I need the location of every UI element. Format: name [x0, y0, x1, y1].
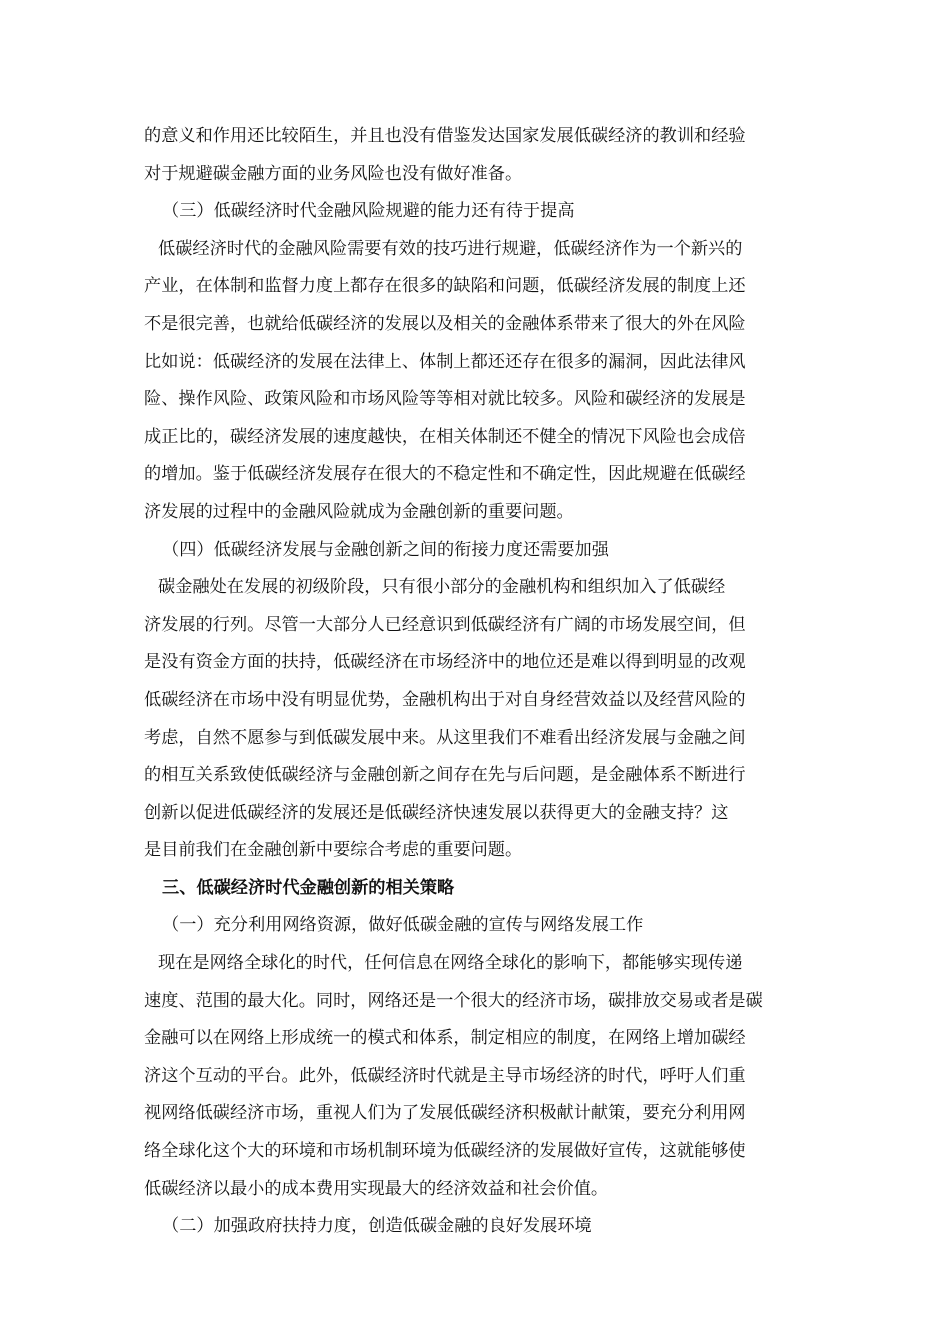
document-page: [144, 118, 812, 1246]
subheading: [144, 532, 812, 570]
text-line: 视网络低碳经济市场，重视人们为了发展低碳经济积极献计献策，要充分利用网: [144, 1103, 746, 1124]
text-line: 考虑，自然不愿参与到低碳发展中来。从这里我们不难看出经济发展与金融之间: [144, 727, 746, 748]
text-line: 络全球化这个大的环境和市场机制环境为低碳经济的发展做好宣传，这就能够使: [144, 1141, 746, 1162]
paragraph: [144, 945, 812, 1208]
text-line: 不是很完善，也就给低碳经济的发展以及相关的金融体系带来了很大的外在风险: [144, 313, 746, 334]
paragraph: [144, 569, 812, 870]
text-line: 的增加。鉴于低碳经济发展存在很大的不稳定性和不确定性，因此规避在低碳经: [144, 464, 746, 485]
text-line: 低碳经济以最小的成本费用实现最大的经济效益和社会价值。: [144, 1178, 609, 1199]
paragraph: [144, 231, 812, 532]
text-line: 济发展的行列。尽管一大部分人已经意识到低碳经济有广阔的市场发展空间，但: [144, 614, 746, 635]
subheading: [144, 907, 812, 945]
text-line: （一）充分利用网络资源，做好低碳金融的宣传与网络发展工作: [162, 915, 644, 936]
text-line: 的相互关系致使低碳经济与金融创新之间存在先与后问题，是金融体系不断进行: [144, 765, 746, 786]
text-line: 产业，在体制和监督力度上都存在很多的缺陷和问题，低碳经济发展的制度上还: [144, 276, 746, 297]
text-line: 比如说：低碳经济的发展在法律上、体制上都还还存在很多的漏洞，因此法律风: [144, 351, 746, 372]
text-line: 创新以促进低碳经济的发展还是低碳经济快速发展以获得更大的金融支持？这: [144, 802, 729, 823]
paragraph: [144, 118, 812, 193]
text-line: 现在是网络全球化的时代，任何信息在网络全球化的影响下，都能够实现传递: [158, 953, 743, 974]
text-line: 低碳经济在市场中没有明显优势，金融机构出于对自身经营效益以及经营风险的: [144, 689, 746, 710]
text-line: 济发展的过程中的金融风险就成为金融创新的重要问题。: [144, 501, 574, 522]
text-line: 济这个互动的平台。此外，低碳经济时代就是主导市场经济的时代，呼吁人们重: [144, 1065, 746, 1086]
text-line: 是没有资金方面的扶持，低碳经济在市场经济中的地位还是难以得到明显的改观: [144, 652, 746, 673]
text-line: 三、低碳经济时代金融创新的相关策略: [162, 877, 455, 898]
text-line: 碳金融处在发展的初级阶段，只有很小部分的金融机构和组织加入了低碳经: [158, 577, 726, 598]
text-line: 速度、范围的最大化。同时，网络还是一个很大的经济市场，碳排放交易或者是碳: [144, 990, 763, 1011]
text-line: 金融可以在网络上形成统一的模式和体系，制定相应的制度，在网络上增加碳经: [144, 1028, 746, 1049]
text-line: 低碳经济时代的金融风险需要有效的技巧进行规避，低碳经济作为一个新兴的: [158, 238, 743, 259]
section-heading: [144, 870, 812, 908]
subheading: [144, 1208, 812, 1246]
text-line: 成正比的，碳经济发展的速度越快，在相关体制还不健全的情况下风险也会成倍: [144, 426, 746, 447]
text-line: （三）低碳经济时代金融风险规避的能力还有待于提高: [162, 201, 575, 222]
text-line: 险、操作风险、政策风险和市场风险等等相对就比较多。风险和碳经济的发展是: [144, 389, 746, 410]
subheading: [144, 193, 812, 231]
text-line: （二）加强政府扶持力度，创造低碳金融的良好发展环境: [162, 1216, 592, 1237]
text-line: 是目前我们在金融创新中要综合考虑的重要问题。: [144, 840, 523, 861]
text-line: 的意义和作用还比较陌生，并且也没有借鉴发达国家发展低碳经济的教训和经验: [144, 126, 746, 146]
text-line: 对于规避碳金融方面的业务风险也没有做好准备。: [144, 163, 523, 184]
text-line: （四）低碳经济发展与金融创新之间的衔接力度还需要加强: [162, 539, 609, 560]
